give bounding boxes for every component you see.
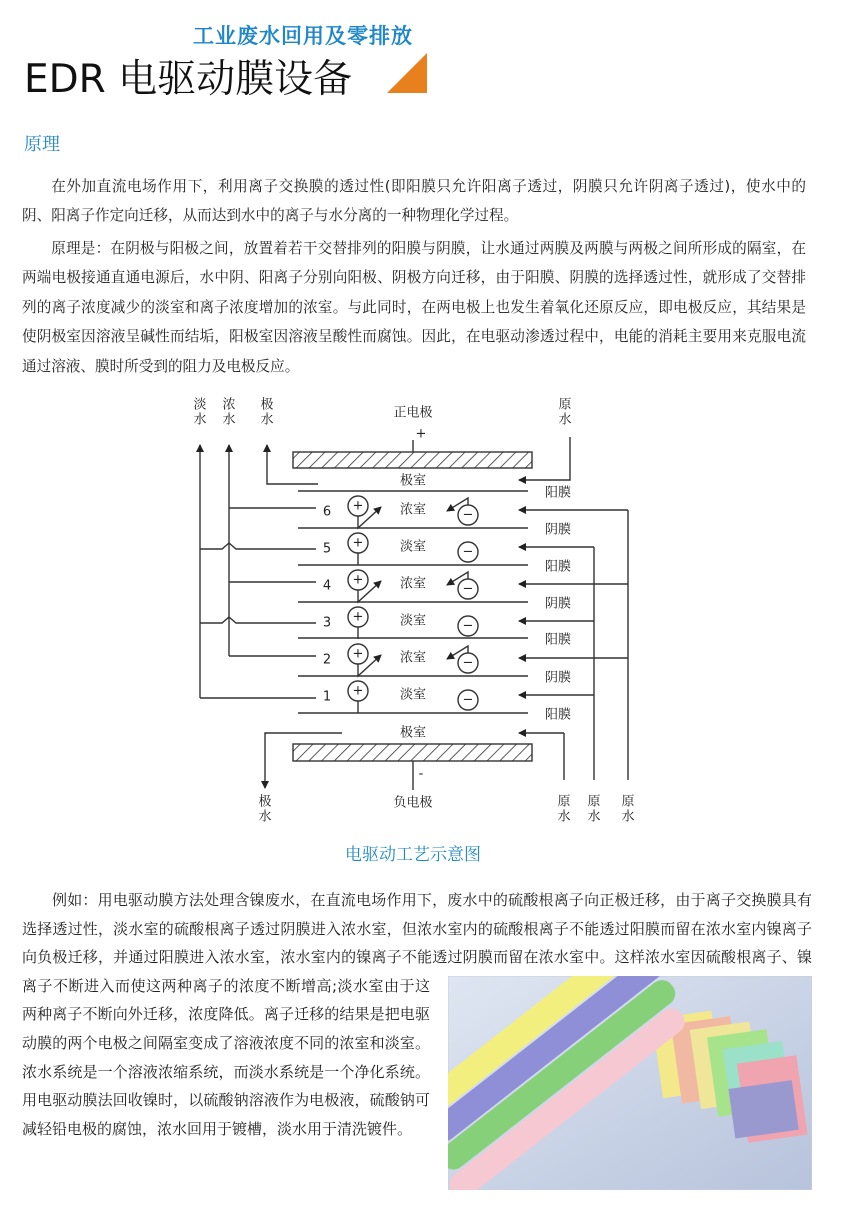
bottom-outlet-label: 水	[258, 809, 272, 825]
anion-symbol: −	[462, 544, 474, 560]
outlet-label: 浓	[222, 397, 236, 413]
cation-symbol: +	[352, 498, 364, 514]
negative-electrode-plate	[293, 744, 532, 761]
dilute-outlet	[200, 543, 316, 549]
edr-process-diagram	[180, 390, 650, 830]
positive-electrode-plate	[293, 452, 532, 468]
membrane-label: 阳膜	[544, 485, 572, 501]
anion-symbol: −	[462, 618, 474, 634]
cation-symbol: +	[352, 646, 364, 662]
page-title: EDR 电驱动膜设备	[24, 57, 353, 102]
electrode-chamber-label: 极室	[399, 725, 427, 741]
chamber-label: 淡室	[399, 539, 427, 555]
outlet-label: 极	[260, 397, 274, 413]
raw-water-label: 水	[557, 809, 571, 825]
membrane-product-photo	[448, 976, 812, 1190]
chamber-number: 4	[322, 578, 332, 594]
chamber-number: 2	[322, 652, 332, 668]
dilute-outlet	[200, 617, 316, 623]
paragraph-principle-1: 在外加直流电场作用下，利用离子交换膜的透过性(即阳膜只允许阳离子透过，阴膜只允许阴离子透过)，使水中的阴、阳离子作定向迁移，从而达到水中的离子与水分离的一种物理化学过程。	[22, 178, 806, 225]
raw-water-label: 原	[558, 397, 572, 413]
chamber-label: 浓室	[399, 650, 427, 666]
chamber-label: 淡室	[399, 687, 427, 703]
outlet-label: 水	[193, 412, 207, 428]
paragraph-principle-2: 原理是：在阴极与阳极之间，放置着若干交替排列的阳膜与阴膜，让水通过两膜及两膜与两极之间所形成的隔室，在两端电极接通直通电源后，水中阴、阳离子分别向阳极、阴极方向迁移，由于阳膜、阴膜的选择透过性，就形成了交替排列的离子浓度减少的淡室和离子浓度增加的浓室。与此同时，在两电极上也发生着氧化还原反应，即电极反应，其结果是使阴极室因溶液呈碱性而结垢，阳极室因溶液呈酸性而腐蚀。因此，在电驱动渗透过程中，电能的消耗主要用来克服电流通过溶液、膜时所受到的阻力及电极反应。	[22, 240, 806, 375]
electrode-chamber-label: 极室	[399, 473, 427, 489]
chamber-number: 6	[322, 504, 332, 520]
outlet-label: 水	[260, 412, 274, 428]
raw-water-label: 水	[558, 412, 572, 428]
membrane-label: 阴膜	[544, 522, 572, 538]
anion-symbol: −	[462, 581, 474, 597]
membrane-label: 阴膜	[544, 670, 572, 686]
cation-symbol: +	[352, 683, 364, 699]
header-subtitle: 工业废水回用及零排放	[193, 24, 413, 48]
positive-sign: +	[415, 426, 427, 442]
orange-triangle-decoration	[387, 53, 427, 93]
chamber-number: 5	[322, 541, 332, 557]
outlet-label: 水	[222, 412, 236, 428]
cation-symbol: +	[352, 572, 364, 588]
cation-symbol: +	[352, 609, 364, 625]
paragraph-example-text: 例如：用电驱动膜方法处理含镍废水，在直流电场作用下，废水中的硫酸根离子向正极迁移，由于离子交换膜具有选择透过性，淡水室的硫酸根离子透过阴膜进入浓水室，但浓水室内的硫酸根离子不能透过阳膜而留在浓水室内镍离子向负极迁移，并通过阳膜进入浓水室，浓水室内的镍离子不能透过阴膜而留在浓水室中。这样浓水室因硫酸根离子、镍离子不断进入而使这两种离子的浓度不断增高;淡水室由于这两种离子不断向外迁移，浓度降低。离子迁移的结果是把电驱动膜的两个电极之间隔室变成了溶液浓度不同的浓室和淡室。浓水系统是一个溶液浓缩系统，而淡水系统是一个净化系统。用电驱动膜法回收镍时，以硫酸钠溶液作为电极液，硫酸钠可减轻铅电极的腐蚀，浓水回用于镀槽，淡水用于清洗镀件。	[22, 891, 812, 1138]
section-heading: 原理	[24, 134, 60, 155]
bottom-outlet-label: 极	[258, 794, 272, 810]
chamber-label: 浓室	[399, 502, 427, 518]
anion-symbol: −	[462, 655, 474, 671]
membrane-label: 阴膜	[544, 596, 572, 612]
chamber-number: 1	[322, 689, 332, 705]
anion-symbol: −	[462, 692, 474, 708]
raw-water-label: 水	[621, 809, 635, 825]
anion-symbol: −	[462, 507, 474, 523]
raw-water-label: 原	[587, 794, 601, 810]
raw-water-label: 原	[621, 794, 635, 810]
raw-water-label: 水	[587, 809, 601, 825]
raw-water-label: 原	[557, 794, 571, 810]
paragraph-example	[22, 886, 812, 1190]
chamber-label: 淡室	[399, 613, 427, 629]
outlet-label: 淡	[193, 397, 207, 413]
negative-electrode-label: 负电极	[393, 795, 433, 811]
positive-electrode-label: 正电极	[393, 405, 433, 421]
negative-sign: -	[418, 766, 424, 782]
diagram-caption: 电驱动工艺示意图	[345, 845, 481, 865]
membrane-label: 阳膜	[544, 559, 572, 575]
chamber-number: 3	[322, 615, 332, 631]
cation-symbol: +	[352, 535, 364, 551]
chamber-label: 浓室	[399, 576, 427, 592]
membrane-label: 阳膜	[544, 707, 572, 723]
membrane-label: 阳膜	[544, 632, 572, 648]
